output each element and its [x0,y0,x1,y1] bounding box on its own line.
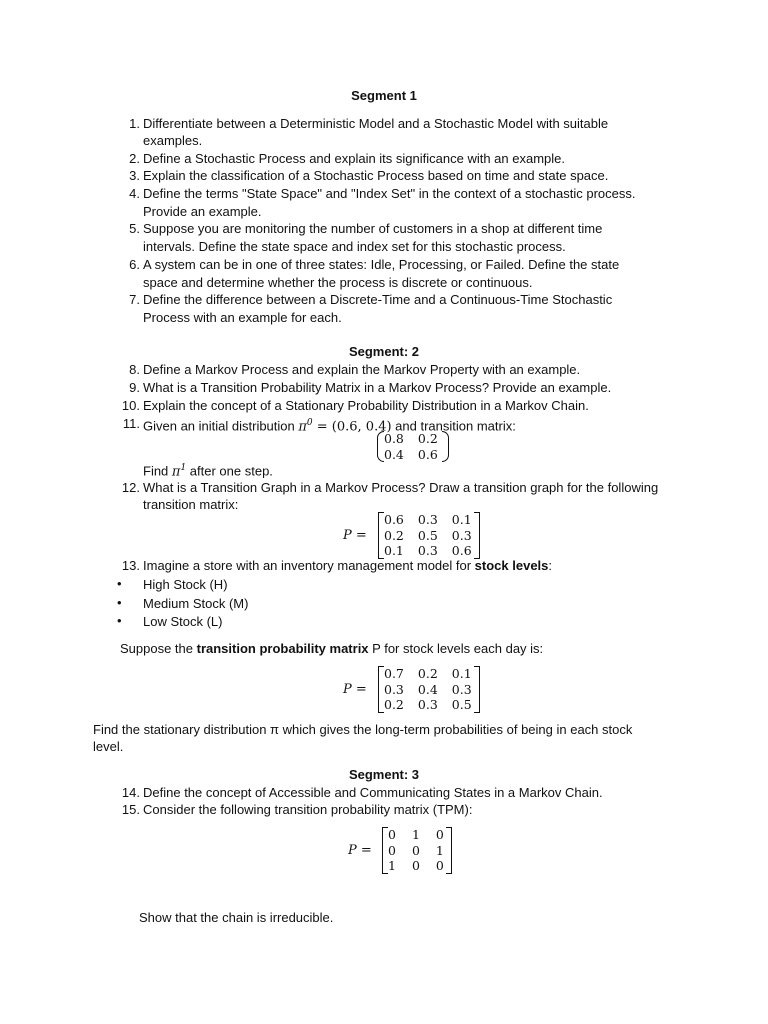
question-text: examples. [143,133,203,148]
question-text: Define the difference between a Discrete-Time and a Continuous-Time Stochastic [143,292,613,307]
show-text: Show that the chain is irreducible. [139,910,334,925]
matrix-label: P = [343,682,367,697]
question-number: 15. [121,802,140,817]
matrix-q13 [384,666,478,713]
question-number: 1. [129,116,140,131]
matrix-cell: 0 [435,858,444,873]
right-bracket [446,827,452,874]
question-text [143,557,683,575]
question-text: Suppose you are monitoring the number of customers in a shop at different time [143,221,603,236]
matrix-cell: 0.3 [451,681,472,697]
find-text: Find the stationary distribution π which gives the long-term probabilities of being in each stock [93,722,633,737]
matrix-cell: 0.1 [451,512,472,527]
segment-1-heading: Segment 1 [351,88,417,103]
bullet-item: Medium Stock (M) [143,596,249,611]
segment-2-heading: Segment: 2 [348,344,420,359]
matrix-cell: 0.3 [417,543,438,558]
question-text: Provide an example. [143,204,262,219]
question-text: Explain the concept of a Stationary Probability Distribution in a Markov Chain. [143,398,589,413]
matrix-cell: 0.6 [417,446,438,462]
matrix-cell: 0.2 [384,697,404,712]
question-text: Define the concept of Accessible and Communicating States in a Markov Chain. [143,785,603,800]
text-run: Imagine a store with an inventory management model for [143,558,475,573]
question-number: 7. [129,292,140,307]
text-run: Find [143,463,172,479]
text-run: : [548,558,553,573]
question-text: Define a Stochastic Process and explain its significance with an example. [143,151,565,166]
question-number: 10. [121,398,140,413]
matrix-label: P = [348,843,372,858]
matrix-q11 [384,431,444,462]
question-number: 5. [129,221,140,236]
question-text: Define the terms "State Space" and "Index Set" in the context of a stochastic process. [143,186,636,201]
question-number: 13. [121,558,140,573]
matrix-cell: 0.4 [417,681,438,697]
left-bracket [378,666,384,713]
matrix-cell: 0 [435,827,444,842]
question-number: 12. [121,480,140,495]
bullet-icon: • [117,595,122,610]
text-run: Given an initial distribution [143,418,299,434]
matrix-cell: 0.5 [417,527,438,543]
question-number: 8. [129,362,140,377]
bullet-icon: • [117,613,122,628]
left-bracket [382,827,388,874]
question-text: Explain the classification of a Stochastic Process based on time and state space. [143,168,609,183]
matrix-cell: 0.2 [384,527,404,543]
text-run: Suppose the [120,641,197,656]
question-text: A system can be in one of three states: Idle, Processing, or Failed. Define the state [143,257,620,272]
matrix-cell: 0.6 [451,543,472,558]
question-number: 4. [129,186,140,201]
question-text: Consider the following transition probability matrix (TPM): [143,802,473,817]
superscript: 1 [180,463,187,473]
question-text: What is a Transition Graph in a Markov Process? Draw a transition graph for the following [143,480,659,495]
matrix-cell: 0.1 [451,666,472,681]
pi-symbol: π [171,464,181,480]
matrix-cell: 1 [411,827,420,842]
pi-symbol: π [298,419,307,435]
question-number: 3. [129,168,140,183]
matrix-cell: 0 [411,842,420,858]
find-text: level. [93,739,124,754]
matrix-label: P = [343,528,367,543]
matrix-cell: 0.2 [417,431,438,446]
question-text: Differentiate between a Deterministic Model and a Stochastic Model with suitable [143,116,609,131]
matrix-cell: 0.5 [451,697,472,712]
question-text: space and determine whether the process is discrete or continuous. [143,275,533,290]
matrix-cell: 0.4 [384,446,404,462]
matrix-cell: 0 [411,858,420,873]
matrix-cell: 0 [388,827,396,842]
question-text: What is a Transition Probability Matrix in a Markov Process? Provide an example. [143,380,612,395]
bold-text: stock levels [474,558,549,573]
question-text: intervals. Define the state space and index set for this stochastic process. [143,239,566,254]
matrix-cell: 0.8 [384,431,404,446]
question-text: transition matrix: [143,497,239,512]
matrix-cell: 0 [388,842,396,858]
segment-3-heading: Segment: 3 [348,767,420,782]
left-paren [377,431,384,462]
matrix-cell: 0.6 [384,512,404,527]
matrix-q12 [384,512,478,559]
matrix-q15 [388,827,450,874]
matrix-cell: 0.3 [417,512,438,527]
matrix-cell: 0.2 [417,666,438,681]
matrix-cell: 0.3 [417,697,438,712]
question-number: 9. [129,380,140,395]
right-bracket [474,666,480,713]
question-text: Process with an example for each. [143,310,342,325]
suppose-text [120,640,720,658]
text-run: and transition matrix: [391,418,516,434]
matrix-cell: 1 [388,858,396,873]
matrix-cell: 0.3 [451,527,472,543]
superscript: 0 [306,418,313,428]
question-number: 2. [129,151,140,166]
question-text [143,460,683,481]
question-number: 11. [122,416,140,431]
matrix-cell: 0.7 [384,666,404,681]
bullet-item: Low Stock (L) [143,614,223,629]
right-paren [442,431,449,462]
matrix-cell: 0.3 [384,681,404,697]
question-text: Define a Markov Process and explain the Markov Property with an example. [143,362,581,377]
matrix-cell: 0.1 [384,543,404,558]
bullet-icon: • [117,576,122,591]
matrix-cell: 1 [435,842,444,858]
math-run: = (0.6, 0.4) [312,419,392,435]
bullet-item: High Stock (H) [143,577,228,592]
question-number: 6. [129,257,140,272]
text-run: after one step. [186,463,273,479]
left-bracket [378,512,384,559]
right-bracket [474,512,480,559]
text-run: P for stock levels each day is: [368,641,544,656]
bold-text: transition probability matrix [196,641,369,656]
question-number: 14. [121,785,140,800]
